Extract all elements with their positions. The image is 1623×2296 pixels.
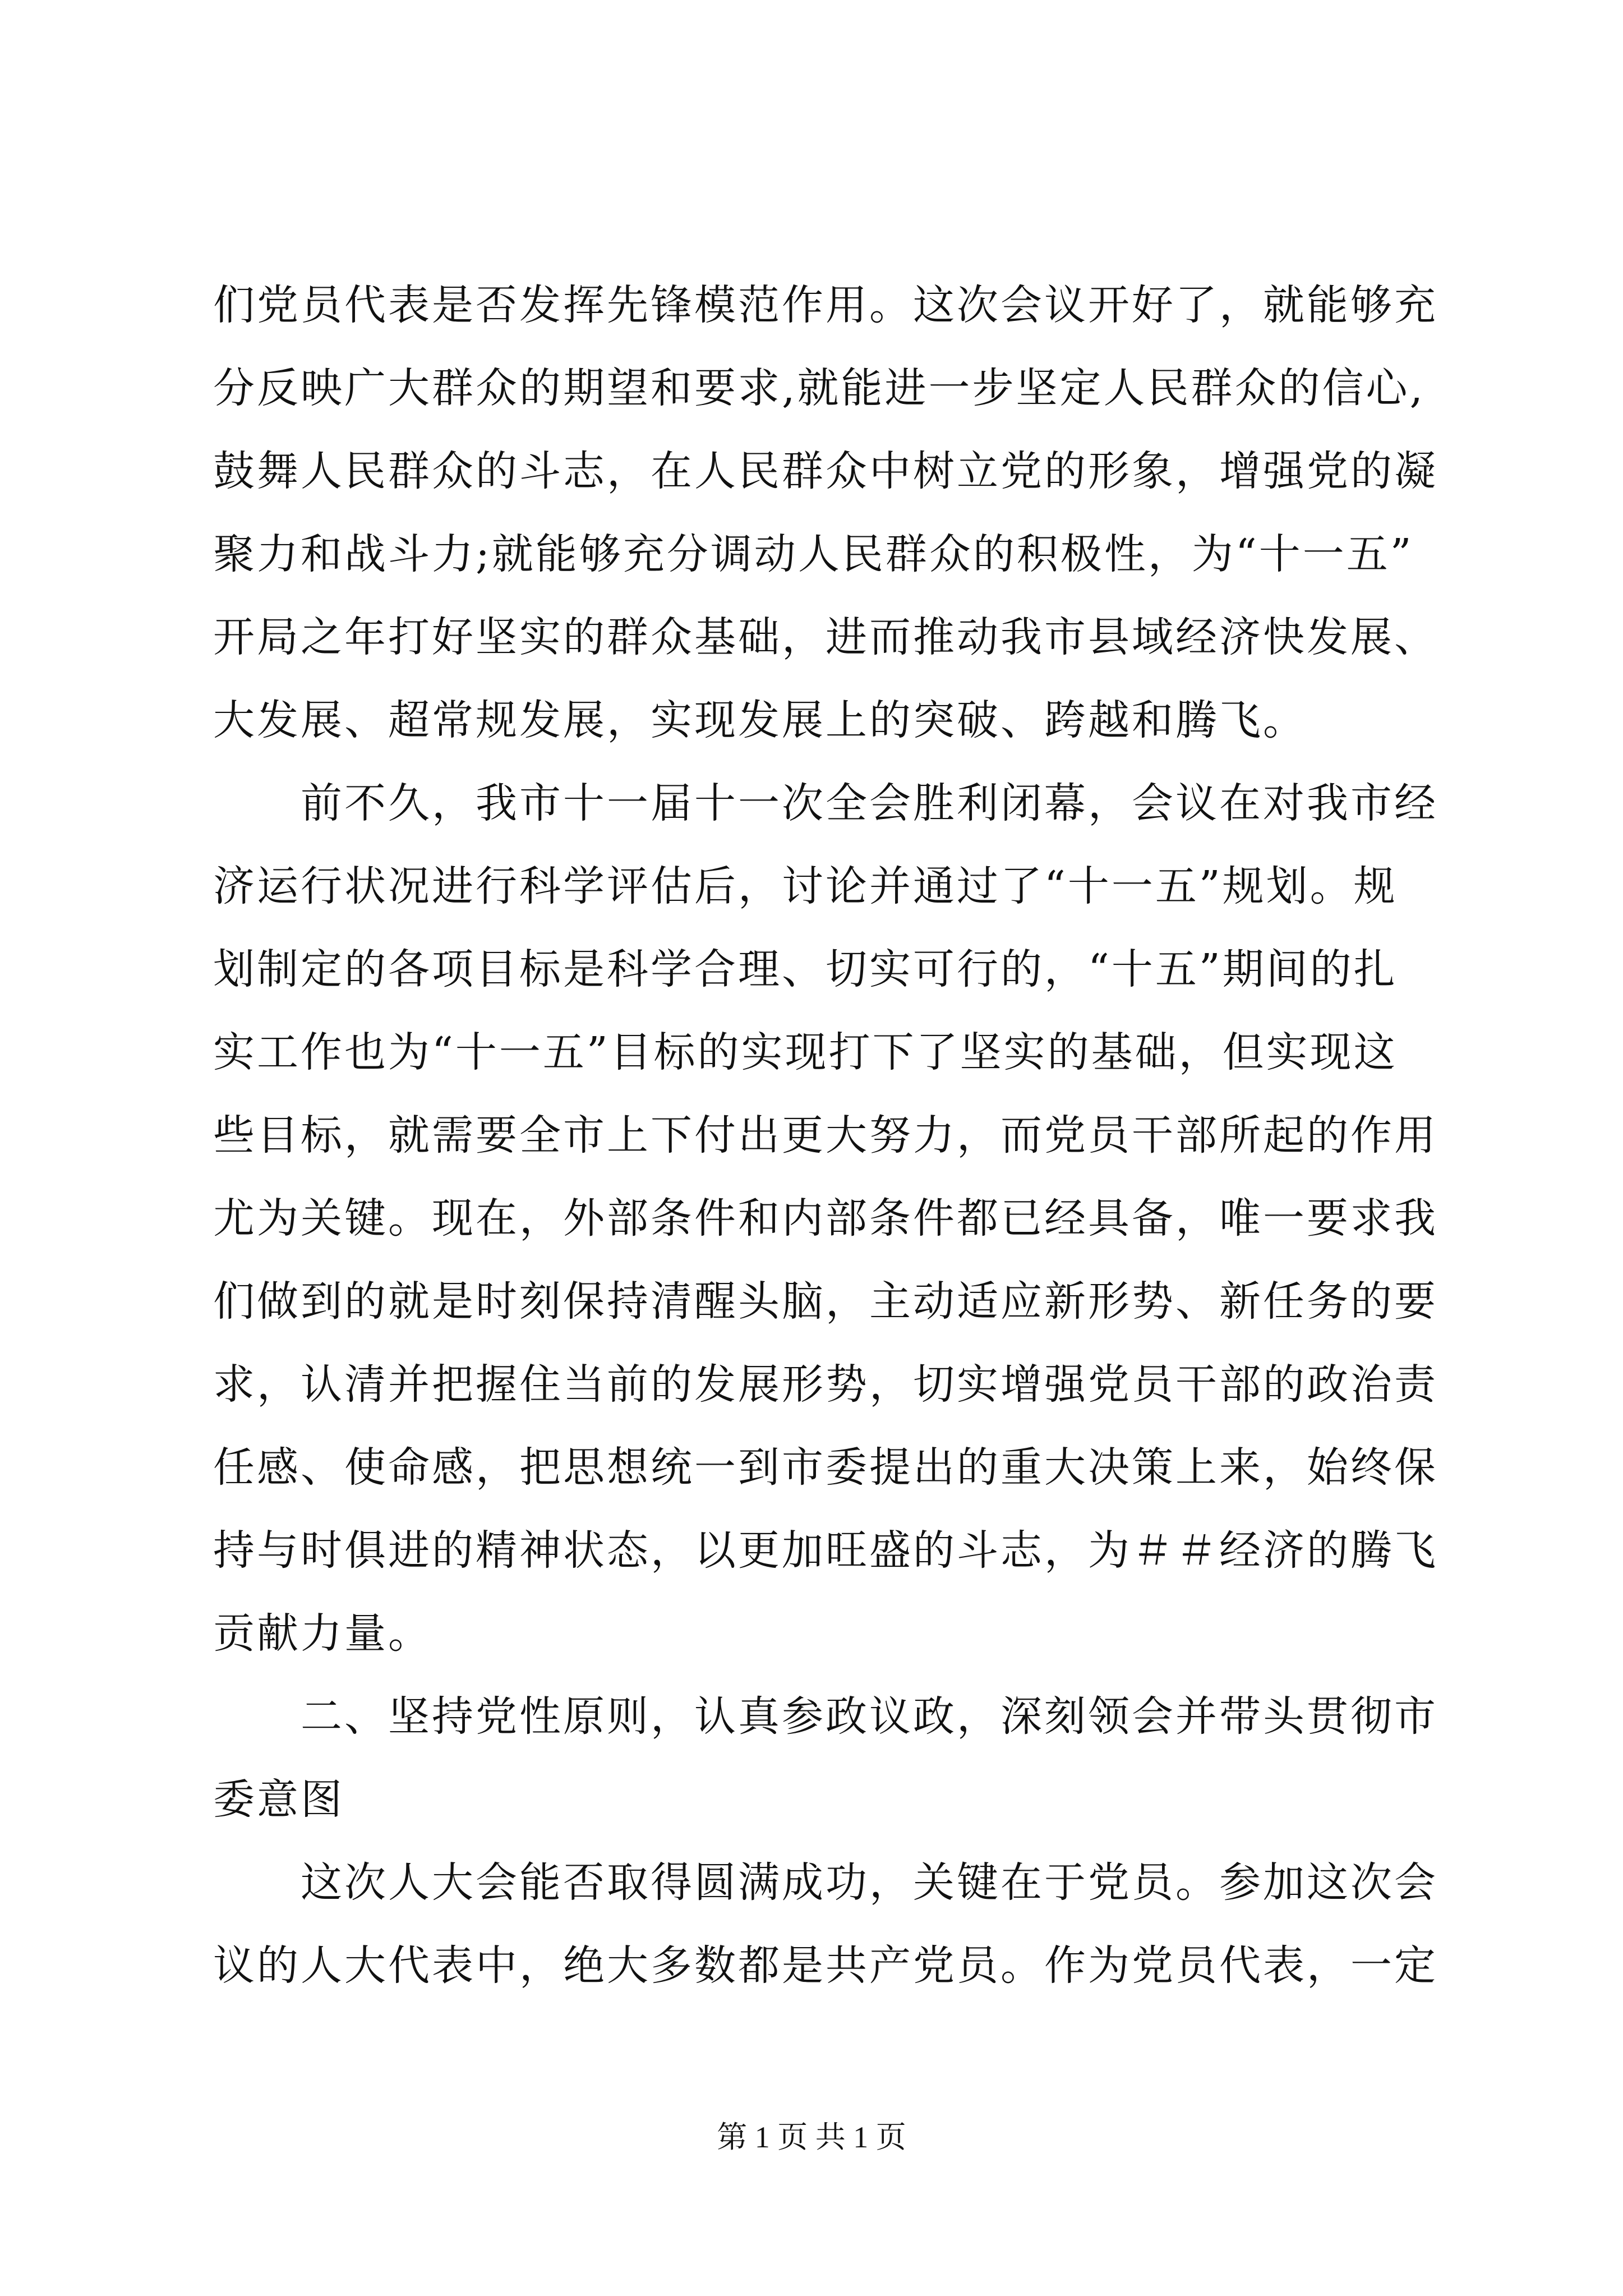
text-line: 这次人大会能否取得圆满成功，关键在于党员。参加这次会 <box>213 1858 1438 1907</box>
text-line: 济运行状况进行科学评估后，讨论并通过了“十一五”规划。规 <box>213 862 1398 910</box>
section-heading-line: 二、坚持党性原则，认真参政议政，深刻领会并带头贯彻市 <box>213 1692 1438 1741</box>
text-line: 们党员代表是否发挥先锋模范作用。这次会议开好了，就能够充 <box>213 281 1438 329</box>
text-line: 尤为关键。现在，外部条件和内部条件都已经具备，唯一要求我 <box>213 1194 1438 1243</box>
text-line: 划制定的各项目标是科学合理、切实可行的，“十五”期间的扎 <box>213 945 1398 993</box>
text-line: 开局之年打好坚实的群众基础，进而推动我市县域经济快发展、 <box>213 613 1438 661</box>
text-line: 们做到的就是时刻保持清醒头脑，主动适应新形势、新任务的要 <box>213 1277 1438 1326</box>
text-line: 议的人大代表中，绝大多数都是共产党员。作为党员代表，一定 <box>213 1941 1438 1990</box>
text-line: 贡献力量。 <box>213 1609 432 1658</box>
text-line: 前不久，我市十一届十一次全会胜利闭幕，会议在对我市经 <box>213 779 1438 827</box>
text-line: 实工作也为“十一五”目标的实现打下了坚实的基础，但实现这 <box>213 1028 1398 1076</box>
section-heading-line: 委意图 <box>213 1775 344 1824</box>
document-body <box>213 264 1447 2007</box>
text-line: 鼓舞人民群众的斗志，在人民群众中树立党的形象，增强党的凝 <box>213 447 1438 495</box>
text-line: 持与时俱进的精神状态，以更加旺盛的斗志，为＃＃经济的腾飞 <box>213 1526 1438 1575</box>
text-line: 大发展、超常规发展，实现发展上的突破、跨越和腾飞。 <box>213 696 1307 744</box>
page-number-label: 第 1 页 共 1 页 <box>717 2120 906 2154</box>
page-footer <box>0 2118 1623 2157</box>
text-line: 求，认清并把握住当前的发展形势，切实增强党员干部的政治责 <box>213 1360 1438 1409</box>
text-line: 些目标，就需要全市上下付出更大努力，而党员干部所起的作用 <box>213 1111 1438 1159</box>
text-line: 分反映广大群众的期望和要求,就能进一步坚定人民群众的信心, <box>213 364 1426 412</box>
text-line: 任感、使命感，把思想统一到市委提出的重大决策上来，始终保 <box>213 1443 1438 1492</box>
text-line: 聚力和战斗力;就能够充分调动人民群众的积极性，为“十一五” <box>213 530 1414 578</box>
